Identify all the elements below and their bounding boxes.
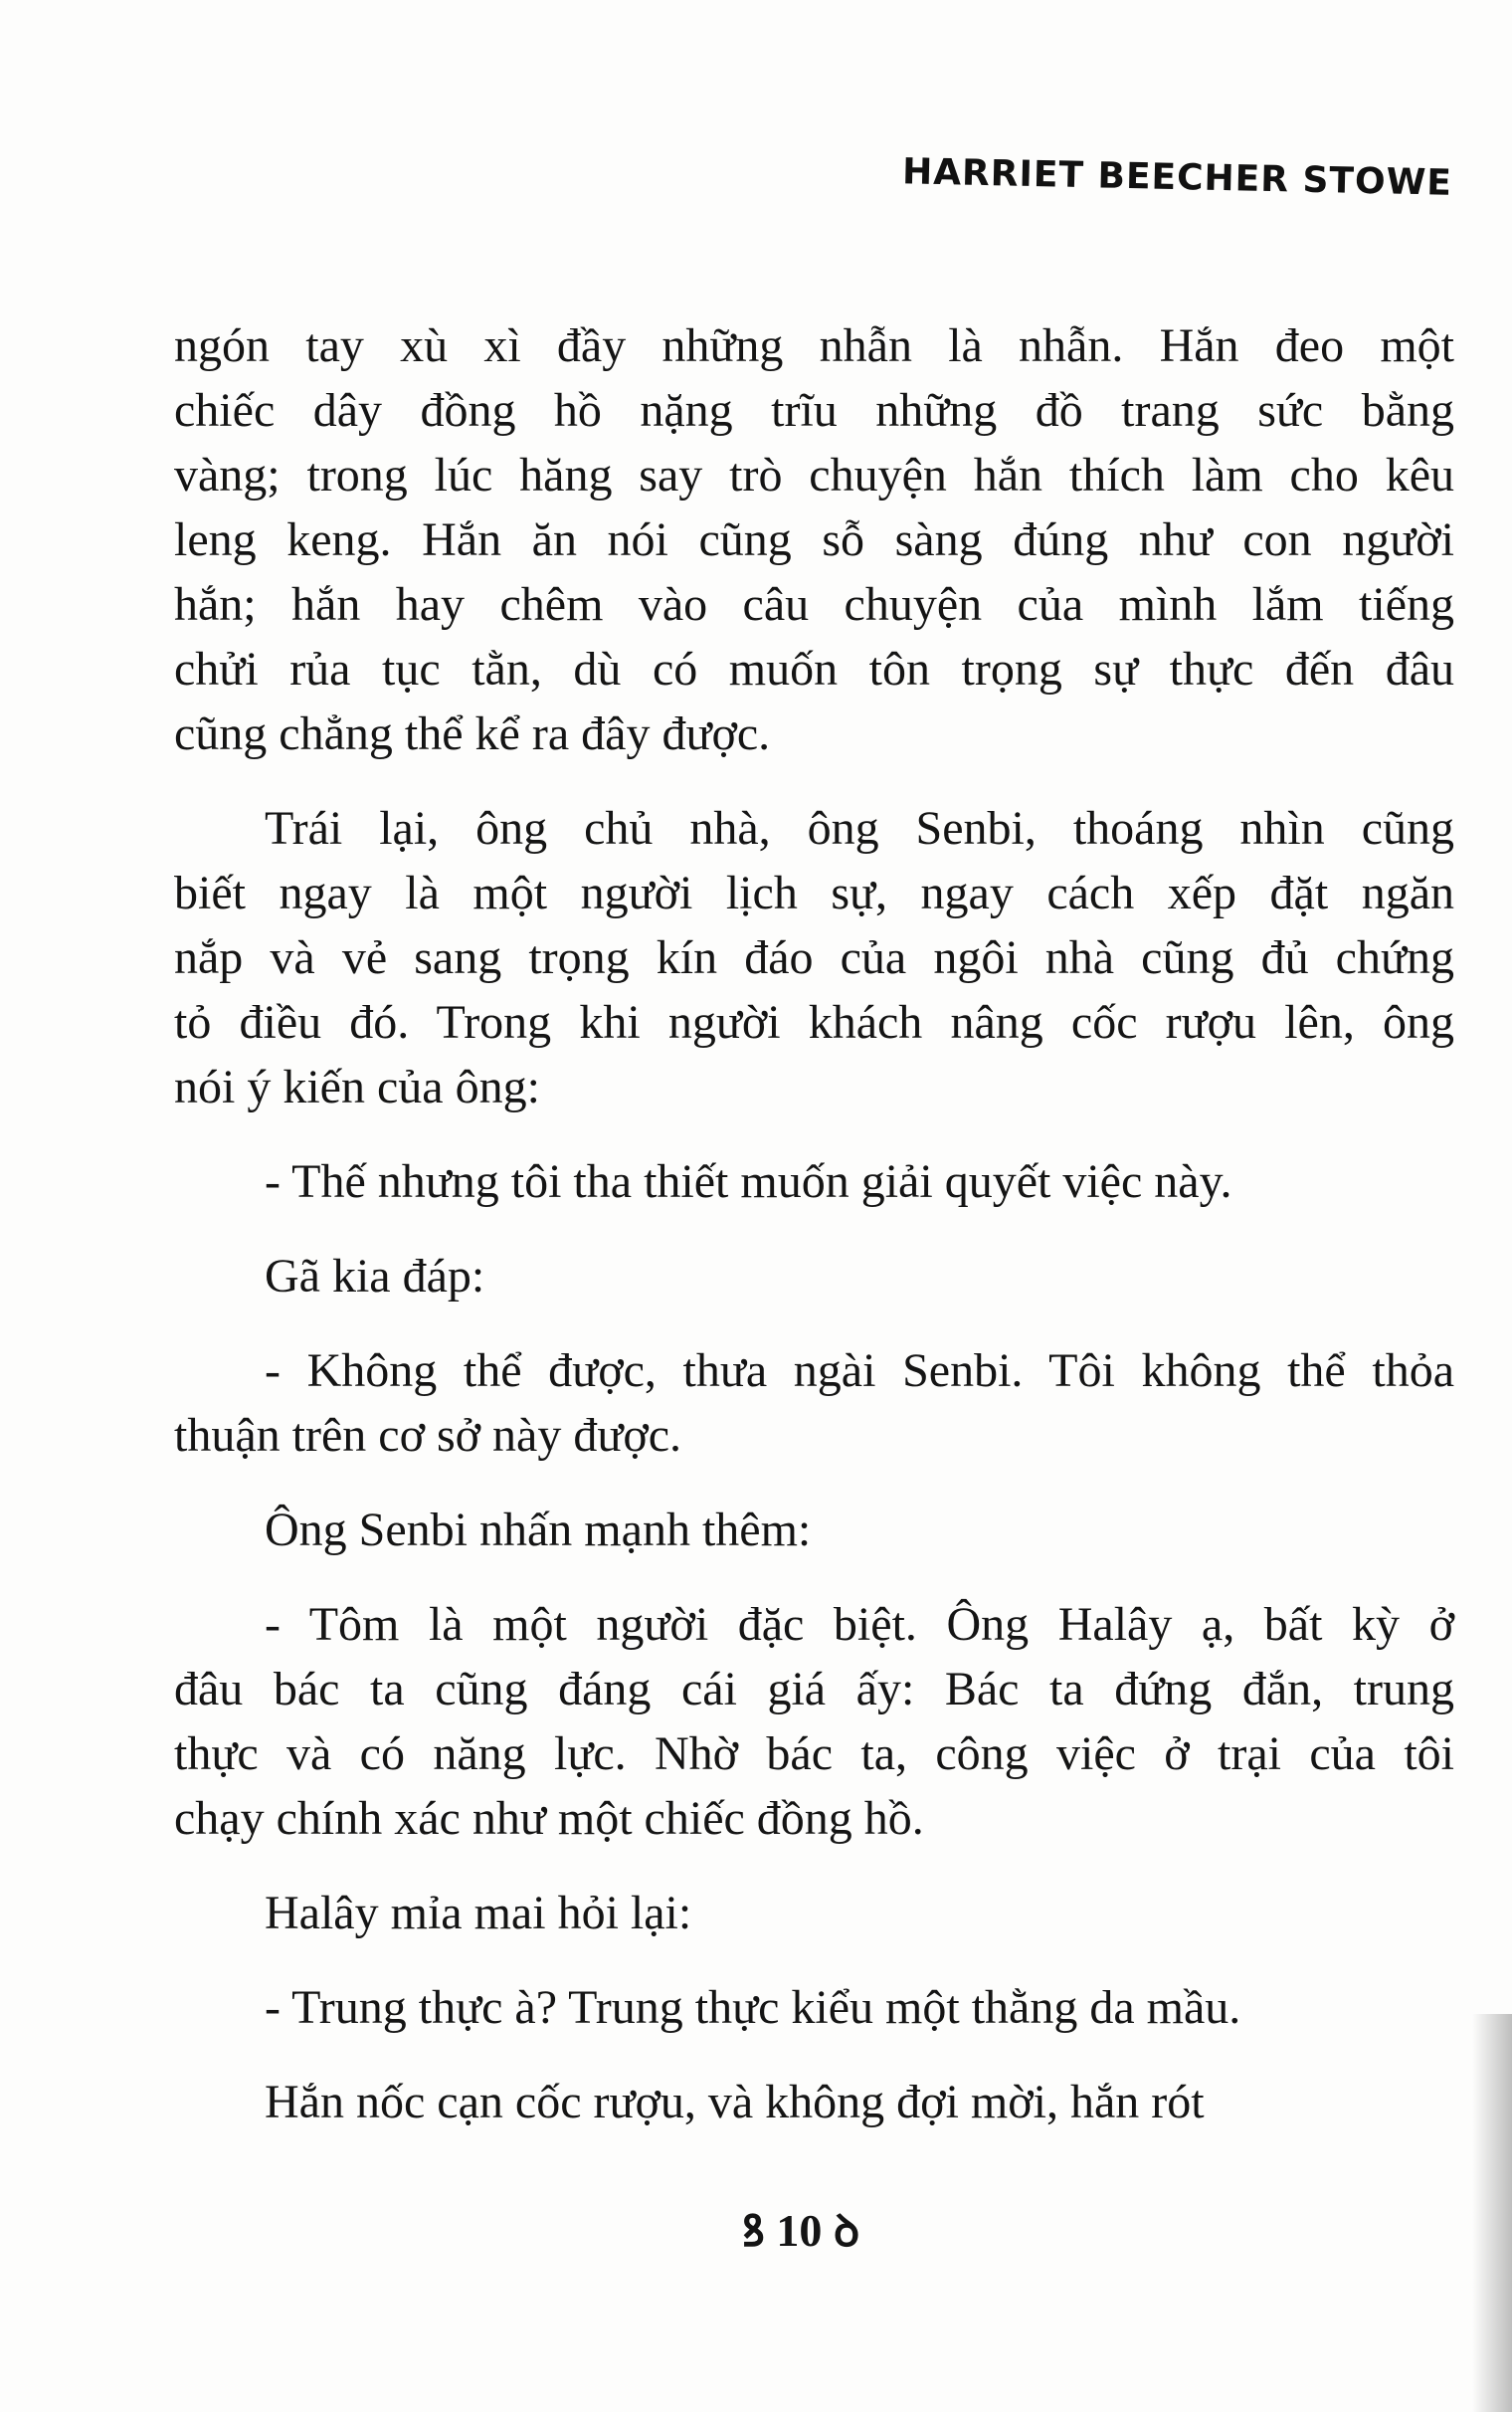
paragraph — [174, 2070, 1454, 2134]
text-line: - Không thể được, thưa ngài Senbi. Tôi không thể thỏa — [265, 1344, 1454, 1397]
paragraph — [174, 796, 1454, 1119]
text-line: biết ngay là một người lịch sự, ngay cách xếp đặt ngăn — [174, 867, 1454, 919]
text-line: đâu bác ta cũng đáng cái giá ấy: Bác ta đứng đắn, trung — [174, 1663, 1454, 1715]
page-footer — [0, 2199, 1512, 2259]
text-line: vàng; trong lúc hăng say trò chuyện hắn thích làm cho kêu — [174, 449, 1454, 502]
paragraph — [174, 313, 1454, 766]
paragraph — [174, 1881, 1454, 1945]
text-line: - Tôm là một người đặc biệt. Ông Halây ạ, bất kỳ ở — [265, 1598, 1454, 1651]
page-number: 10 — [776, 2205, 823, 2256]
scan-edge-shadow — [1472, 2014, 1512, 2412]
text-line: Trái lại, ông chủ nhà, ông Senbi, thoáng nhìn cũng — [265, 802, 1454, 855]
text-line: Halây mỉa mai hỏi lại: — [265, 1887, 692, 1939]
text-line: cũng chẳng thể kể ra đây được. — [174, 707, 771, 760]
text-line: Ông Senbi nhấn mạnh thêm: — [265, 1504, 812, 1556]
paragraph — [174, 1338, 1454, 1468]
page-body — [174, 313, 1454, 2164]
paragraph — [174, 1149, 1454, 1214]
text-line: Gã kia đáp: — [265, 1250, 485, 1303]
paragraph — [174, 1592, 1454, 1851]
paragraph — [174, 1975, 1454, 2040]
text-line: - Thế nhưng tôi tha thiết muốn giải quyết việc này. — [265, 1155, 1232, 1208]
left-ornament-icon: ꝸ — [741, 2207, 765, 2256]
text-line: nắp và vẻ sang trọng kín đáo của ngôi nhà cũng đủ chứng — [174, 931, 1454, 984]
text-line: Hắn nốc cạn cốc rượu, và không đợi mời, hắn rót — [265, 2076, 1205, 2128]
text-line: nói ý kiến của ông: — [174, 1061, 540, 1113]
text-line: hắn; hắn hay chêm vào câu chuyện của mình lắm tiếng — [174, 578, 1454, 631]
text-line: ngón tay xù xì đầy những nhẫn là nhẫn. Hắn đeo một — [174, 319, 1454, 372]
text-line: chiếc dây đồng hồ nặng trĩu những đồ trang sức bằng — [174, 384, 1454, 437]
text-line: thuận trên cơ sở này được. — [174, 1409, 682, 1462]
text-line: chửi rủa tục tằn, dù có muốn tôn trọng sự thực đến đâu — [174, 643, 1454, 696]
text-line: chạy chính xác như một chiếc đồng hồ. — [174, 1792, 924, 1845]
text-line: thực và có năng lực. Nhờ bác ta, công việc ở trại của tôi — [174, 1727, 1454, 1780]
text-line: tỏ điều đó. Trong khi người khách nâng cốc rượu lên, ông — [174, 996, 1454, 1049]
right-ornament-icon: ꝺ — [833, 2207, 860, 2256]
paragraph — [174, 1244, 1454, 1308]
text-line: leng keng. Hắn ăn nói cũng sỗ sàng đúng như con người — [174, 513, 1454, 566]
text-line: - Trung thực à? Trung thực kiểu một thằng da mầu. — [265, 1981, 1241, 2034]
running-head-title: HARRIET BEECHER STOWE — [901, 151, 1453, 204]
paragraph — [174, 1498, 1454, 1562]
